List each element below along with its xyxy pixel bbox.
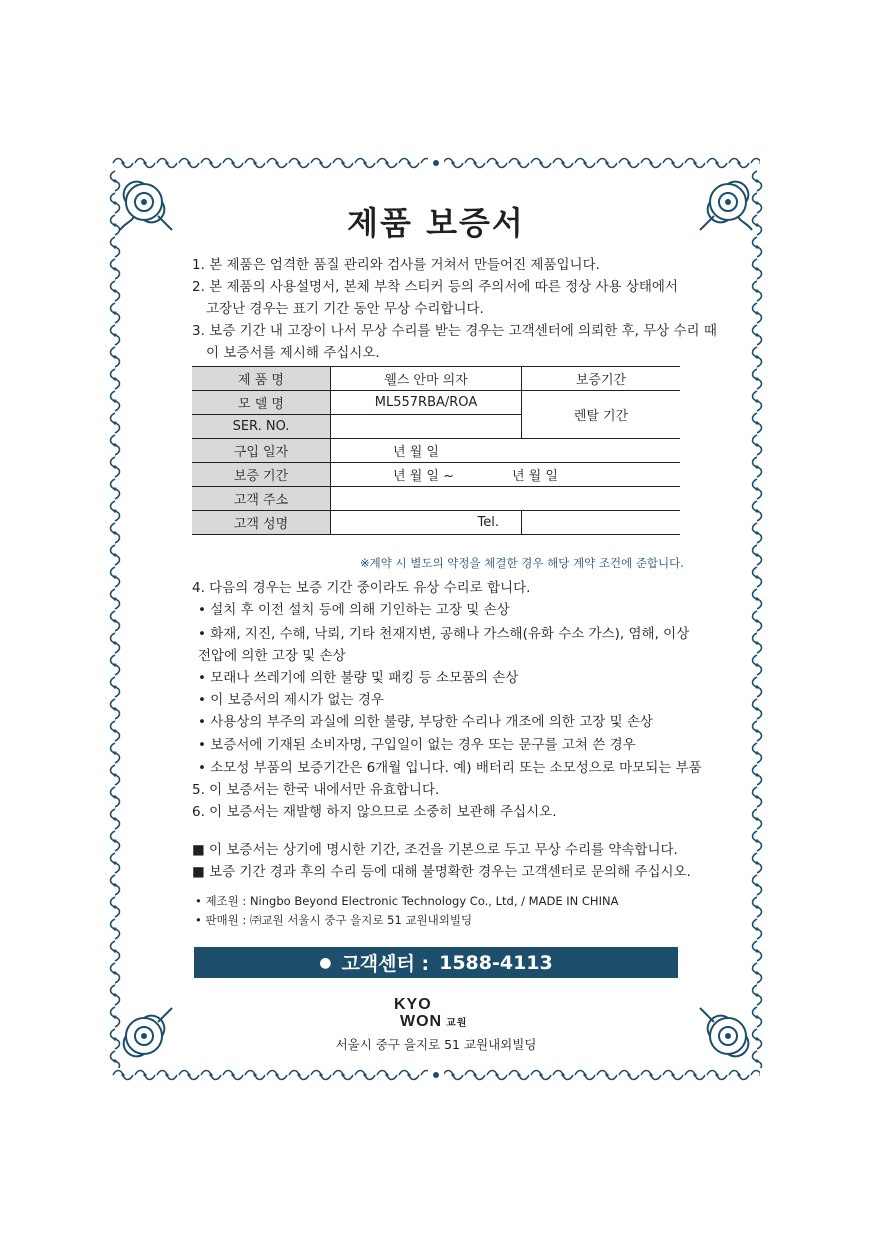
page-title: 제품 보증서 [347,204,525,242]
serial-label: SER. NO. [192,415,331,439]
customer-center-label: 고객센터 : [341,953,430,975]
customer-center-bar [194,947,678,978]
intro-line-2: 2. 본 제품의 사용설명서, 본체 부착 스티커 등의 주의서에 따른 정상 사용 상태에서 [192,279,678,295]
customer-center-phone[interactable]: 1588-4113 [439,951,553,974]
logo-korean: 교원 [446,1018,468,1029]
list-item: • 사용상의 부주의 과실에 의한 불량, 부당한 수리나 개조에 의한 고장 및 손상 [198,714,653,730]
warranty-label: 보증 기간 [192,463,331,487]
address-field[interactable] [331,487,681,511]
product-label: 제 품 명 [192,367,331,391]
model-value: ML557RBA/ROA [331,391,522,415]
address-label: 고객 주소 [192,487,331,511]
item-5: 5. 이 보증서는 한국 내에서만 유효합니다. [192,782,440,798]
intro-line-3: 고장난 경우는 표기 기간 동안 무상 수리합니다. [206,301,484,317]
kyowon-logo [394,996,467,1032]
list-item: • 소모성 부품의 보증기간은 6개월 입니다. 예) 배터리 또는 소모성으로 마모되는 부품 [198,760,702,776]
serial-value[interactable] [331,415,522,439]
item-6: 6. 이 보증서는 재발행 하지 않으므로 소중히 보관해 주십시오. [192,804,557,820]
intro-line-4: 3. 보증 기간 내 고장이 나서 무상 수리를 받는 경우는 고객센터에 의뢰한 후, 무상 수리 때 [192,323,717,339]
model-label: 모 델 명 [192,391,331,415]
list-item: • 설치 후 이전 설치 등에 의해 기인하는 고장 및 손상 [198,602,510,618]
table-row [192,367,680,391]
logo-line-1: KYO [394,996,432,1013]
purchase-label: 구입 일자 [192,439,331,463]
logo-line-2: WON [400,1013,443,1030]
ornamental-border-left [108,170,122,1068]
purchase-date-field[interactable]: 년 월 일 [331,439,681,463]
notice-line-2: ■ 보증 기간 경과 후의 수리 등에 대해 불명확한 경우는 고객센터로 문의해 주십시오. [192,864,691,880]
ornamental-border-bottom [112,1068,760,1082]
warranty-from: 년 월 일 ~ [393,469,454,484]
period-value: 렌탈 기간 [522,391,681,439]
ornamental-border-right [750,170,764,1068]
intro-line-5: 이 보증서를 제시해 주십시오. [206,345,380,361]
section-4-heading: 4. 다음의 경우는 보증 기간 중이라도 유상 수리로 합니다. [192,580,531,596]
warranty-period-field[interactable] [331,463,681,487]
corner-ornament-icon [690,998,760,1068]
table-row [192,439,680,463]
notice-line-1: ■ 이 보증서는 상기에 명시한 기간, 조건을 기본으로 두고 무상 수리를 약속합니다. [192,842,678,858]
list-item: • 화재, 지진, 수해, 낙뢰, 기타 천재지변, 공해나 가스해(유화 수소 가스), 염해, 이상 [198,626,690,642]
table-row [192,511,680,535]
bullet-icon: ● [319,954,332,971]
name-label: 고객 성명 [192,511,331,535]
list-item: 전압에 의한 고장 및 손상 [198,648,346,664]
ornamental-border-top [112,156,760,170]
list-item: • 보증서에 기재된 소비자명, 구입일이 없는 경우 또는 문구를 고쳐 쓴 경우 [198,737,636,753]
warranty-to: 년 월 일 [511,469,558,484]
table-row [192,463,680,487]
tel-field[interactable] [522,511,681,535]
company-address: 서울시 중구 을지로 51 교원내외빌딩 [335,1037,537,1052]
period-header: 보증기간 [522,367,681,391]
tel-label: Tel. [331,511,522,535]
product-value: 웰스 안마 의자 [331,367,522,391]
seller-info: • 판매원 : ㈜교원 서울시 중구 을지로 51 교원내외빌딩 [195,913,473,927]
warranty-table [192,366,680,535]
list-item: • 이 보증서의 제시가 없는 경우 [198,692,384,708]
intro-line-1: 1. 본 제품은 엄격한 품질 관리와 검사를 거쳐서 만들어진 제품입니다. [192,257,600,273]
table-row [192,391,680,415]
contract-note: ※계약 시 별도의 약정을 체결한 경우 해당 계약 조건에 준합니다. [360,556,684,570]
list-item: • 모래나 쓰레기에 의한 불량 및 패킹 등 소모품의 손상 [198,670,519,686]
corner-ornament-icon [112,998,182,1068]
manufacturer-info: • 제조원 : Ningbo Beyond Electronic Technology Co., Ltd, / MADE IN CHINA [195,894,619,908]
table-row [192,487,680,511]
